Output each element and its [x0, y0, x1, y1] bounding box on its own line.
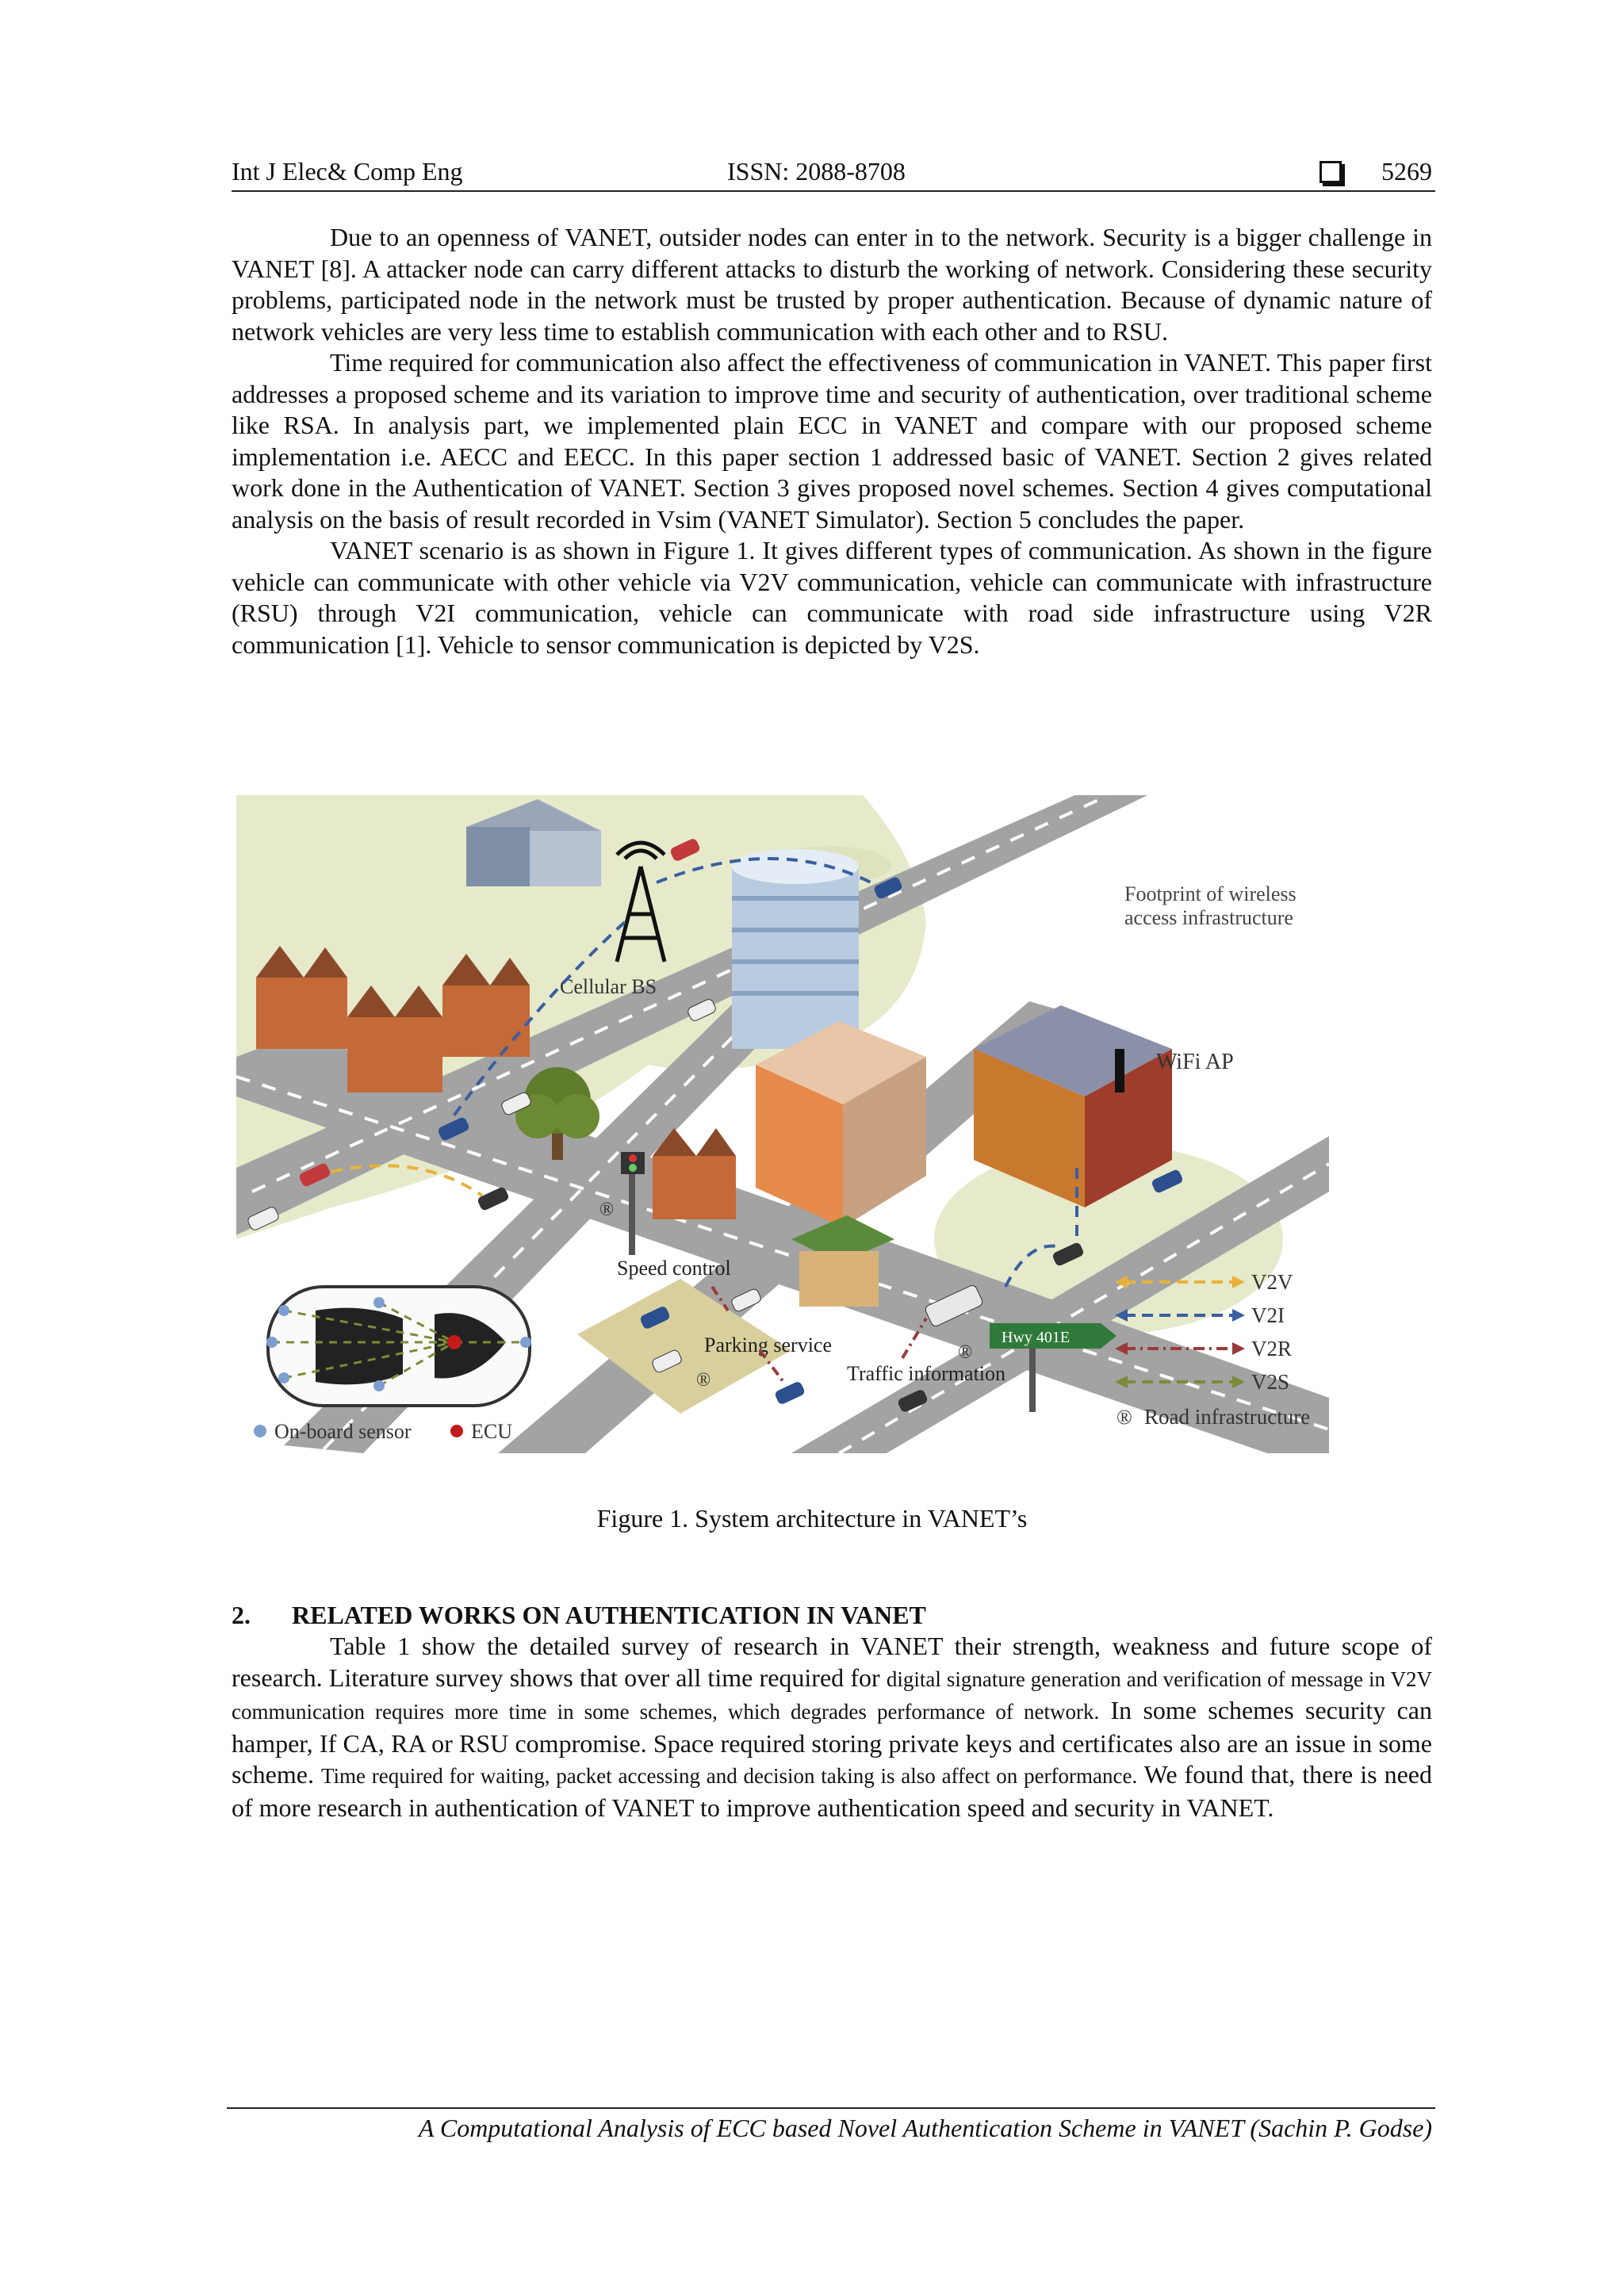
running-footer: A Computational Analysis of ECC based Novel Authentication Scheme in VANET (Sachin P. Godse) — [418, 2114, 1432, 2142]
traffic-information-label: Traffic information — [847, 1362, 1006, 1385]
legend-r-mark: ® — [1116, 1406, 1132, 1429]
parking-service-label: Parking service — [704, 1334, 833, 1357]
running-header — [232, 155, 1435, 192]
figure-caption: Figure 1. System architecture in VANET’s — [596, 1504, 1028, 1533]
legend-v2v: V2V — [1251, 1270, 1293, 1294]
section-2-paragraph — [232, 1631, 1432, 1823]
paragraph-2: Time required for communication also affect the effectiveness of communication in VANET. This paper first addresses a proposed scheme and its variation to improve time and security of authentication, over traditional scheme like RSA. In analysis part, we implemented plain ECC in VANET and compare with our proposed scheme implementation i.e. AECC and EECC. In this paper section 1 addressed basic of VANET. Section 2 gives related work done in the Authentication of VANET. Section 3 gives proposed novel schemes. Section 4 gives computational analysis on the basis of result recorded in Vsim (VANET Simulator). Section 5 concludes the paper. — [232, 348, 1432, 534]
journal-name: Int J Elec& Comp Eng — [232, 157, 463, 186]
tall-building — [732, 849, 859, 1049]
section-2-text — [232, 1631, 1432, 1823]
cellular-bs-label: Cellular BS — [560, 975, 657, 998]
square-bullet-icon — [1320, 161, 1342, 183]
wifi-ap-label: WiFi AP — [1156, 1050, 1234, 1074]
road-infra-marker-3: ® — [958, 1342, 973, 1363]
onboard-sensor-label: On-board sensor — [274, 1420, 412, 1443]
paragraph-3: VANET scenario is as shown in Figure 1. It gives different types of communication. As shown in the figure vehicle can communicate with other vehicle via V2V communication, vehicle can communicate with infrastructure (RSU) through V2I communication, vehicle can communicate with road side infrastructure using V2R communication [1]. Vehicle to sensor communication is depicted by V2S. — [232, 536, 1432, 659]
road-infra-marker-2: ® — [696, 1370, 711, 1391]
intro-text — [232, 222, 1432, 660]
s2-text-2: digital signature generation and verification of message in V2V communication requires more time in some schemes, which degrades performance of network. — [232, 1667, 1432, 1724]
legend-v2s: V2S — [1251, 1370, 1290, 1394]
page-number: 5269 — [1381, 157, 1432, 186]
legend-v2i: V2I — [1251, 1303, 1285, 1327]
footer-rule — [227, 2107, 1435, 2109]
vanet-architecture-figure — [236, 795, 1329, 1453]
section-heading — [232, 1599, 926, 1631]
speed-control-label: Speed control — [617, 1257, 731, 1280]
road-infra-marker-1: ® — [599, 1200, 615, 1220]
section-number: 2. — [232, 1601, 251, 1629]
s2-text-5: We found that, there is need of more research in authentication of VANET to improve authentication speed and security in VANET. — [232, 1760, 1432, 1822]
section-title: RELATED WORKS ON AUTHENTICATION IN VANET — [292, 1601, 926, 1629]
legend-road-infrastructure: Road infrastructure — [1144, 1405, 1311, 1429]
ecu-label: ECU — [471, 1420, 512, 1443]
issn: ISSN: 2088-8708 — [727, 157, 906, 186]
footprint-label-1: Footprint of wireless — [1124, 882, 1297, 905]
s2-text-3: In some schemes security can hamper, If CA, RA or RSU compromise. Space required storing private keys and certificates also are an issue in some scheme. — [232, 1696, 1433, 1789]
onboard-sensor-icon — [254, 1425, 266, 1437]
footprint-label-2: access infrastructure — [1124, 906, 1293, 929]
highway-sign-label: Hwy 401E — [1002, 1329, 1071, 1346]
paragraph-1: Due to an openness of VANET, outsider nodes can enter in to the network. Security is a bigger challenge in VANET [8]. A attacker node can carry different attacks to disturb the working of network. Considering these security problems, participated node in the network must be trusted by proper authentication. Because of dynamic nature of network vehicles are very less time to establish communication with each other and to RSU. — [232, 223, 1432, 346]
s2-text-4: Time required for waiting, packet accessing and decision taking is also affect on performance. — [320, 1764, 1138, 1788]
ecu-icon — [450, 1425, 463, 1437]
legend-v2r: V2R — [1251, 1337, 1293, 1360]
apartment-building — [756, 1021, 926, 1227]
car-inset — [266, 1287, 531, 1406]
s2-text-1: Table 1 show the detailed survey of research in VANET their strength, weakness and future scope of research. Literature survey shows that over all time required for — [232, 1632, 1432, 1692]
